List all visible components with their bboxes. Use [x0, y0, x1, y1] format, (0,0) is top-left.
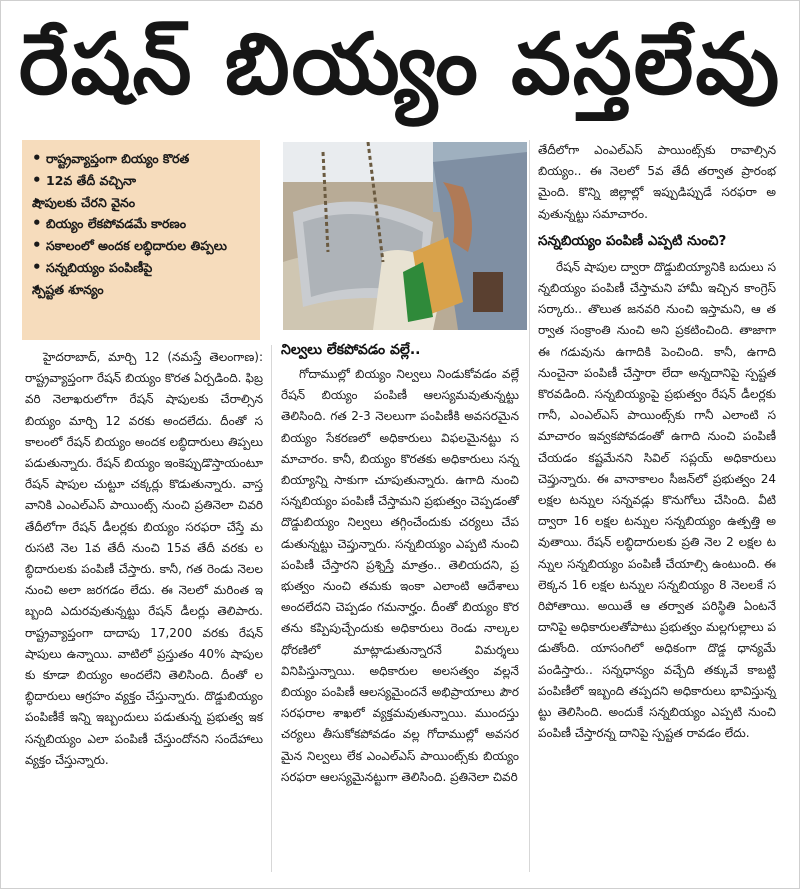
subheading: సన్నబియ్యం పంపిణీ ఎప్పటి నుంచి?	[538, 232, 727, 249]
highlight-item: • రాష్ట్రవ్యాప్తంగా బియ్యం కొరత	[32, 148, 252, 170]
highlight-item: • సకాలంలో అందక లబ్ధిదారుల తిప్పలు	[32, 235, 252, 257]
article-column-1	[25, 347, 263, 872]
column-divider	[271, 345, 272, 872]
highlight-item: • సన్నబియ్యం పంపిణీపై	[32, 257, 252, 279]
highlight-item: • స్పష్టత శూన్యం	[32, 279, 252, 301]
article-paragraph: హైదరాబాద్, మార్చి 12 (నమస్తే తెలంగాణ): రాష్ట్రవ్యాప్తంగా రేషన్ బియ్యం కొరత ఏర్పడింది. ఫిబ్రవరి నెలాఖరులోగా రేషన్ షాపులకు చేరాల్సిన బియ్యం మార్చి 12 వరకు అందలేదు. దీంతో సకాలంలో రేషన్ బియ్యం అందక లబ్ధిదారులు తిప్పలు పడుతున్నారు. రేషన్ బియ్యం ఇంకెప్పుడొస్తాయంటూ రేషన్ షాపుల చుట్టూ చక్కర్లు కొడుతున్నారు. వాస్తవానికి ఎంఎల్ఎస్ పాయింట్స్ నుంచి ప్రతినెలా చివరి తేదీలోగా రేషన్ డీలర్లకు బియ్యం సరఫరా చేస్తే మరుసటి నెల 1వ తేదీ నుంచి 15వ తేదీ వరకు లబ్ధిదారులకు పంపిణీ చేస్తారు. కానీ, గత రెండు నెలల నుంచి అలా జరగడం లేదు. ఈ నెలలో మరింత ఇబ్బంది ఎదురవుతున్నట్టు రేషన్ డీలర్లు తెలిపారు. రాష్ట్రవ్యాప్తంగా దాదాపు 17,200 వరకు రేషన్ షాపులు ఉన్నాయి. వాటిలో ప్రస్తుతం 40% షాపులకు కూడా బియ్యం అందలేని తెలిసింది. దీంతో లబ్ధిదారులు ఆగ్రహం వ్యక్తం చేస్తున్నారు. దొడ్డుబియ్యం పంపిణీకే ఇన్ని ఇబ్బందులు పడుతున్న ప్రభుత్వ ఇక సన్నబియ్యం ఎలా పంపిణీ చేస్తుందోనని సందేహాలు వ్యక్తం చేస్తున్నారు.	[25, 350, 263, 767]
highlights-box	[22, 140, 260, 340]
rice-sack-photo-illustration	[283, 142, 527, 330]
news-photo	[283, 142, 527, 330]
highlight-item: • 12వ తేదీ వచ్చినా	[32, 170, 252, 192]
highlight-item: • బియ్యం లేకపోవడమే కారణం	[32, 213, 252, 235]
article-paragraph: రేషన్ షాపుల ద్వారా దొడ్డుబియ్యానికి బదులు సన్నబియ్యం పంపిణీ చేస్తామని హామీ ఇచ్చిన కాంగ్రెస్ సర్కారు.. తొలుత జనవరి నుంచి ఇస్తామని, ఆ తర్వాత సంక్రాంతి నుంచి అని ప్రకటించింది. తాజాగా ఈ గడువును ఉగాదికి పెంచింది. కానీ, ఉగాది నుంచైనా పంపిణీ చేస్తారా లేదా అన్నదానిపై స్పష్టత కొరవడింది. సన్నబియ్యంపై ప్రభుత్వం రేషన్ డీలర్లకు గానీ, ఎంఎల్ఎస్ పాయింట్స్‌కు గానీ ఎలాంటి సమాచారం ఇవ్వకపోవడంతో ఉగాది నుంచి పంపిణీ చేయడం కష్టమేనని సివిల్ సప్లయ్ అధికారులు చెప్తున్నారు. ఈ వానాకాలం సీజన్‌లో ప్రభుత్వం 24 లక్షల టన్నుల సన్నవడ్లు కొనుగోలు చేసింది. వీటి ద్వారా 16 లక్షల టన్నుల సన్నబియ్యం ఉత్పత్తి అవుతాయి. రేషన్ లబ్ధిదారులకు ప్రతి నెల 2 లక్షల టన్నుల సన్నబియ్యం పంపిణీ చేయాల్సి ఉంటుంది. ఈ లెక్కన 16 లక్షల టన్నుల సన్నబియ్యం 8 నెలలకే సరిపోతాయి. అయితే ఆ తర్వాత పరిస్థితి ఏంటనే దానిపై అధికారులతోపాటు ప్రభుత్వం మల్లగుల్లాలు పడుతోంది. యాసంగిలో అధికంగా దొడ్డ ధాన్యమే పండిస్తారు.. సన్నధాన్యం వచ్చేది తక్కువే కాబట్టి పంపిణీలో ఇబ్బంది తప్పదని అధికారులు భావిస్తున్నట్టు తెలిసింది. అందుకే సన్నబియ్యం ఎప్పటి నుంచి పంపిణీ చేస్తారన్న దానిపై స్పష్టత రావడం లేదు.	[538, 259, 776, 741]
article-paragraph: తేదీలోగా ఎంఎల్ఎస్ పాయింట్స్‌కు రావాల్సిన బియ్యం.. ఈ నెలలో 5వ తేదీ తర్వాత ప్రారంభమైంది. కొన్ని జిల్లాల్లో ఇప్పుడిప్పుడే సరఫరా అవుతున్నట్టు సమాచారం.	[538, 143, 776, 221]
headline: రేషన్ బియ్యం వస్తలేవు	[18, 15, 782, 113]
highlight-item: • షాపులకు చేరని వైనం	[32, 192, 252, 214]
photo-caption: నిల్వలు లేకపోవడం వల్లే..	[281, 342, 421, 358]
article-column-3	[538, 140, 776, 872]
column-divider	[529, 140, 530, 872]
article-column-2	[281, 364, 519, 872]
article-paragraph: గోదాముల్లో బియ్యం నిల్వలు నిండుకోవడం వల్లే రేషన్ బియ్యం పంపిణీ ఆలస్యమవుతున్నట్టు తెలిసింది. గత 2-3 నెలలుగా పంపిణీకి అవసరమైన బియ్యం సేకరణలో అధికారులు విఫలమైనట్టు సమాచారం. కానీ, బియ్యం కొరతకు అధికారులు సన్నబియ్యాన్ని సాకుగా చూపుతున్నారు. ఉగాది నుంచి సన్నబియ్యం పంపిణీ చేస్తామని ప్రభుత్వం చెప్పడంతో దొడ్డుబియ్యం నిల్వలు తగ్గించేందుకు చర్యలు చేపడుతున్నట్టు చెప్తున్నారు. సన్నబియ్యం ఎప్పటి నుంచి పంపిణీ చేస్తారని ప్రశ్నిస్తే మాత్రం.. తెలియదని, ప్రభుత్వం నుంచి తమకు ఇంకా ఎలాంటి ఆదేశాలు అందలేదని చెప్పడం గమనార్హం. దీంతో బియ్యం కొరతను కప్పిపుచ్చేందుకు అధికారులు రెండు నాల్కల ధోరణిలో మాట్లాడుతున్నారనే విమర్శలు వినిపిస్తున్నాయి. అధికారుల అలసత్వం వల్లనే బియ్యం పంపిణీ ఆలస్యమైందనే అభిప్రాయాలు పౌరసరఫరాల శాఖలో వ్యక్తమవుతున్నాయి. ముందస్తు చర్యలు తీసుకోకపోవడం వల్ల గోదాముల్లో అవసరమైన నిల్వలు లేక ఎంఎల్ఎస్ పాయింట్స్‌కు బియ్యం సరఫరా ఆలస్యమైనట్టుగా తెలిసింది. ప్రతినెలా చివరి	[281, 367, 519, 784]
